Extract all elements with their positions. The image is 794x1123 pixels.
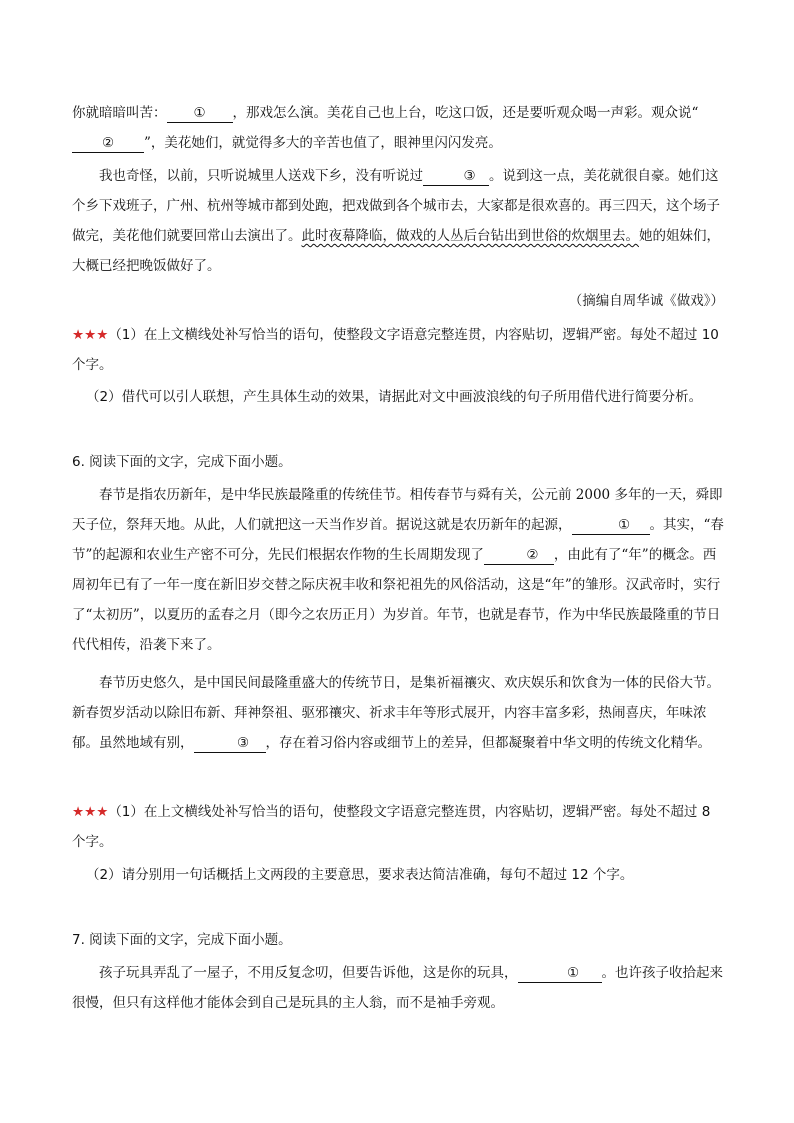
text-segment: 孩子玩具弄乱了一屋子，不用反复念叨，但要告诉他，这是你的玩具， — [99, 965, 518, 981]
text-segment: ，存在着习俗内容或细节上的差异，但都凝聚着中华文明的传统文化精华。 — [265, 735, 711, 751]
answer-blank-3[interactable]: ③ — [194, 734, 266, 753]
text-segment: ，由此有了“年”的概念。西周初年已有了一年一度在新旧岁交替之际庆祝丰收和祭祀祖先的风俗活动，这是“年”的雏形。汉武帝时，实行了“太初历”，以夏历的孟春之月（即今之农历正月）为岁首。年节，也就是春节，作为中华民族最隆重的节日代代相传，沿袭下来了。 — [72, 547, 721, 653]
answer-blank-1[interactable]: ① — [572, 516, 650, 535]
text-segment: 。也许孩子收拾起来很慢，但只有这样他才能体会到自己是玩具的主人翁，而不是袖手旁观。 — [72, 965, 723, 1011]
question7-paragraph-1 — [72, 958, 724, 1018]
question7-title: 7. 阅读下面的文字，完成下面小题。 — [72, 932, 292, 948]
question5-sub2: （2）借代可以引人联想，产生具体生动的效果，请据此对文中画波浪线的句子所用借代进行简要分析。 — [86, 389, 703, 405]
answer-blank-1[interactable]: ① — [518, 964, 602, 983]
question6-sub1 — [72, 797, 724, 857]
question6-paragraph-1 — [72, 480, 724, 660]
question6-title: 6. 阅读下面的文字，完成下面小题。 — [72, 454, 292, 470]
text-segment: ，那戏怎么演。美花自己也上台，吃这口饭，还是要听观众喝一声彩。观众说“ — [232, 105, 699, 121]
question5-sub1 — [72, 320, 724, 380]
question6-paragraph-2 — [72, 668, 724, 758]
answer-blank-2[interactable]: ② — [484, 546, 554, 565]
answer-blank-1[interactable]: ① — [167, 104, 233, 123]
text-segment: 春节是指农历新年，是中华民族最隆重的传统佳节。相传春节与舜有关，公元前 2000 多年的一天，舜即天子位，祭拜天地。从此，人们就把这一天当作岁首。据说这就是农历新年的起源， — [72, 487, 723, 533]
difficulty-stars: ★★★ — [72, 804, 109, 820]
text-segment: 。说到这一点，美花就很自豪。她们这个乡下戏班子，广州、杭州等城市都到处跑，把戏做到各个城市去，大家都是很欢喜的。再三四天，这个场子做完，美花他们就要回常山去演出了。 — [72, 168, 720, 244]
passage-source: （摘编自周华诚《做戏》） — [568, 293, 724, 309]
text-segment: 春节历史悠久，是中国民间最隆重盛大的传统节日，是集祈福禳灾、欢庆娱乐和饮食为一体的民俗大节。新春贺岁活动以除旧布新、拜神祭祖、驱邪禳灾、祈求丰年等形式展开，内容丰富多彩，热闹喜庆，年味浓郁。虽然地域有别， — [72, 675, 720, 751]
question-text: （1）在上文横线处补写恰当的语句，使整段文字语意完整连贯，内容贴切，逻辑严密。每处不超过 8 个字。 — [72, 804, 711, 850]
question-text: （1）在上文横线处补写恰当的语句，使整段文字语意完整连贯，内容贴切，逻辑严密。每处不超过 10 个字。 — [72, 327, 719, 373]
text-segment: 你就暗暗叫苦： — [72, 105, 167, 121]
passage5-paragraph-2 — [72, 161, 724, 281]
question6-sub2: （2）请分别用一句话概括上文两段的主要意思，要求表达简洁准确，每句不超过 12 个字。 — [86, 867, 634, 883]
text-segment: ”，美花她们，就觉得多大的辛苦也值了，眼神里闪闪发亮。 — [144, 135, 502, 151]
passage5-paragraph-1 — [72, 98, 724, 158]
text-segment: 。其实，“春节”的起源和农业生产密不可分，先民们根据农作物的生长周期发现了 — [72, 517, 724, 563]
difficulty-stars: ★★★ — [72, 327, 109, 343]
text-segment: 我也奇怪，以前，只听说城里人送戏下乡，没有听说过 — [99, 168, 423, 184]
text-segment: 她的姐妹们，大概已经把晚饭做好了。 — [72, 228, 720, 274]
answer-blank-2[interactable]: ② — [72, 134, 144, 153]
answer-blank-3[interactable]: ③ — [423, 167, 489, 186]
wavy-underlined-sentence: 此时夜幕降临，做戏的人丛后台钻出到世俗的炊烟里去。 — [301, 228, 639, 244]
